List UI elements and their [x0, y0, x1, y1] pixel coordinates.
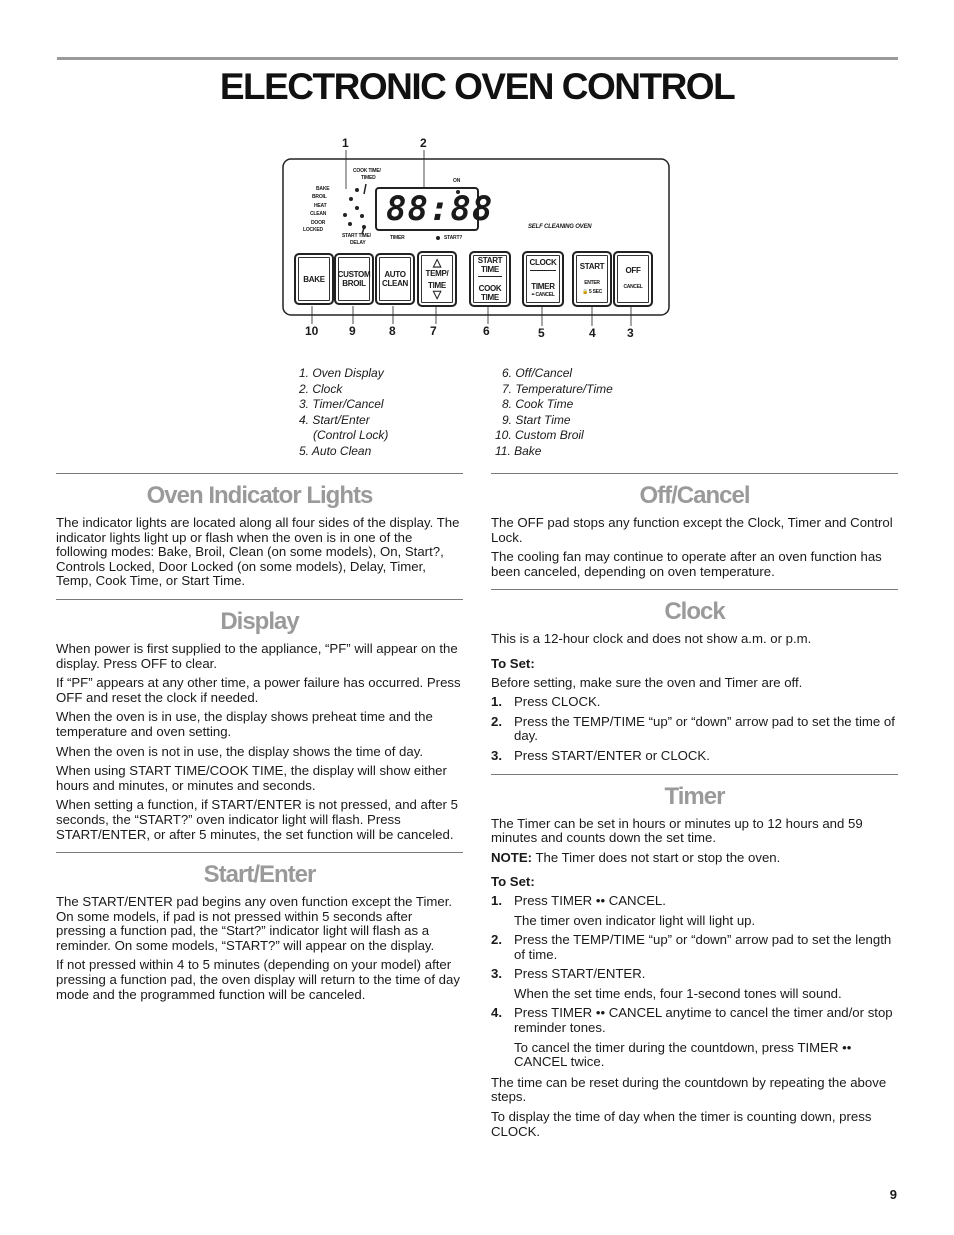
clock-before: Before setting, make sure the oven and Timer are off. [491, 674, 803, 690]
display-text: When the oven is in use, the display shows preheat time and the temperature and oven setting. [56, 709, 433, 739]
section-rule [491, 589, 898, 590]
legend-item: 8. Cook Time [502, 397, 574, 411]
step-number: 4. [491, 1005, 502, 1021]
start-time-label-2: TIME [481, 265, 499, 275]
step-text: Press START/ENTER or CLOCK. [514, 747, 710, 763]
clock-timer-pad[interactable] [522, 251, 564, 307]
step-text: Press CLOCK. [514, 694, 601, 710]
step-text: Press TIMER •• CANCEL anytime to cancel the timer and/or stop reminder tones. [514, 1005, 893, 1036]
list-item [491, 967, 898, 1001]
legend-item: 6. Off/Cancel [502, 366, 573, 380]
custom-broil-pad[interactable] [334, 253, 374, 305]
legend-item: 3. Timer/Cancel [299, 397, 384, 411]
step-subtext: The timer oven indicator light will light up. [514, 912, 756, 928]
legend-item: 9. Start Time [502, 412, 571, 427]
callout-5: 5 [538, 326, 545, 340]
up-arrow-icon[interactable]: △ [432, 256, 442, 269]
legend-item: 1. Oven Display [299, 366, 384, 380]
list-item [491, 933, 898, 962]
left-column [56, 473, 463, 1007]
display-heading: Display [220, 607, 299, 635]
indicator-bake: BAKE [316, 186, 330, 192]
page-number: 9 [889, 1187, 897, 1202]
callout-10: 10 [305, 324, 319, 338]
bake-pad-label: BAKE [303, 274, 325, 284]
legend-item: 10. Custom Broil [495, 428, 584, 442]
page-title: ELECTRONIC OVEN CONTROL [219, 66, 735, 107]
off-cancel-text: The cooling fan may continue to operate after an oven function has been canceled, depending on oven temperature. [491, 549, 882, 579]
down-arrow-icon[interactable]: ▽ [432, 288, 442, 301]
oven-indicator-text: The indicator lights are located along all four sides of the display. The indicator lights light up or flash when the oven is in one of the following modes: Bake, Broil, Clean (on some models), On, Start?, Controls Locked, Door Locked (on some models), Delay, Timer, Temp, Cook Time, or Start Time. [56, 515, 460, 589]
step-text: Press START/ENTER. [514, 966, 646, 982]
section-rule [56, 852, 463, 853]
control-panel-diagram [280, 136, 680, 346]
indicator-timed: TIMED [361, 175, 376, 181]
list-item [491, 695, 898, 710]
clock-heading: Clock [664, 598, 725, 626]
indicator-heat: HEAT [314, 203, 327, 209]
off-label: OFF [625, 266, 641, 275]
section-rule [56, 599, 463, 600]
timer-label: TIMER [531, 281, 555, 291]
step-number: 3. [491, 747, 502, 763]
temp-time-label-1: TEMP/ [425, 268, 449, 278]
legend-right [495, 366, 613, 459]
legend-item: 2. Clock [299, 381, 343, 396]
start-label: START [579, 261, 605, 271]
timer-cancel-label: •• CANCEL [531, 291, 555, 298]
step-number: 1. [491, 892, 502, 908]
timer-to-set: To Set: [491, 874, 535, 890]
oven-indicator-heading: Oven Indicator Lights [146, 482, 373, 509]
start-enter-heading: Start/Enter [203, 861, 316, 889]
list-item [491, 715, 898, 744]
self-cleaning-label: SELF CLEANING OVEN [528, 224, 592, 230]
display-text: When power is first supplied to the appliance, “PF” will appear on the display. Press OFF to clear. [56, 640, 458, 671]
legend-item: (Control Lock) [313, 428, 389, 442]
right-column [491, 473, 898, 1144]
step-text: Press the TEMP/TIME “up” or “down” arrow pad to set the time of day. [514, 713, 895, 744]
step-number: 2. [491, 932, 502, 948]
callout-8: 8 [389, 324, 396, 338]
list-item [491, 894, 898, 928]
clock-pad[interactable]: CLOCK [530, 258, 557, 271]
start-enter-text: The START/ENTER pad begins any oven function except the Timer. On some models, if pad is not pressed within 5 seconds after pressing a function pad, the “Start?” indicator light will flash as a reminder. On some models, “START?” will appear on the display. [56, 894, 453, 953]
top-rule [57, 57, 898, 60]
step-number: 1. [491, 694, 502, 710]
display-text: When setting a function, if START/ENTER is not pressed, and after 5 seconds, the “START?” oven indicator light will flash. Press START/ENTER, or after 5 minutes, the set function will be canceled. [56, 797, 458, 842]
bake-pad[interactable] [294, 253, 334, 305]
note-label: NOTE: [491, 849, 533, 865]
start-enter-text: If not pressed within 4 to 5 minutes (depending on your model) after pressing a function pad, the oven display will return to the time of day mode and the programmed function will be canceled. [56, 957, 460, 1002]
display-text: When using START TIME/COOK TIME, the display will show either hours and minutes, or minutes and seconds. [56, 763, 447, 793]
note-text: The Timer does not start or stop the oven. [532, 849, 781, 865]
diagram-lines [280, 136, 680, 346]
timer-steps [491, 894, 898, 1070]
display-text: When the oven is not in use, the display shows the time of day. [56, 743, 424, 759]
display-text: If “PF” appears at any other time, a power failure has occurred. Press OFF and reset the clock if needed. [56, 675, 461, 705]
off-cancel-text: The OFF pad stops any function except the Clock, Timer and Control Lock. [491, 515, 893, 545]
custom-broil-label-2: BROIL [342, 279, 366, 288]
section-rule [56, 473, 463, 474]
step-text: Press the TEMP/TIME “up” or “down” arrow pad to set the length of time. [514, 932, 892, 962]
indicator-clean: CLEAN [310, 211, 327, 217]
start-time-label-1: START [477, 256, 503, 266]
callout-1: 1 [342, 136, 349, 150]
clock-to-set: To Set: [491, 655, 535, 671]
indicator-timer: TIMER [390, 235, 405, 241]
start-time-cook-time-pad[interactable] [469, 251, 511, 307]
callout-7: 7 [430, 324, 437, 338]
indicator-door: DOOR [311, 220, 326, 226]
list-item [491, 749, 898, 764]
timer-pad[interactable] [531, 282, 554, 300]
auto-clean-pad[interactable] [375, 253, 415, 305]
step-number: 2. [491, 713, 502, 729]
cook-time-label-1: COOK [478, 283, 502, 293]
step-subtext: To cancel the timer during the countdown, press TIMER •• CANCEL twice. [514, 1039, 852, 1070]
temp-time-pad[interactable] [417, 251, 457, 307]
legend-item: 11. Bake [495, 443, 542, 458]
start-time-pad[interactable] [478, 256, 503, 277]
callout-9: 9 [349, 324, 356, 338]
indicator-on: ON [453, 178, 461, 184]
indicator-broil: BROIL [312, 194, 327, 200]
clock-intro: This is a 12-hour clock and does not show a.m. or p.m. [491, 631, 812, 647]
indicator-start-time: START TIME/ [342, 233, 371, 239]
cook-time-label-2: TIME [481, 292, 499, 302]
callout-3: 3 [627, 326, 634, 340]
lock-sec-label: 5 SEC [589, 288, 602, 295]
timer-outro: The time can be reset during the countdown by repeating the above steps. [491, 1074, 887, 1105]
callout-6: 6 [483, 324, 490, 338]
cook-time-pad[interactable] [479, 284, 502, 302]
indicator-start-q: START? [444, 235, 463, 241]
timer-heading: Timer [664, 782, 725, 810]
step-text: Press TIMER •• CANCEL. [514, 892, 666, 908]
section-rule [491, 473, 898, 474]
legend-item: 7. Temperature/Time [502, 381, 613, 396]
step-number: 3. [491, 966, 502, 982]
legend-item: 4. Start/Enter [299, 412, 370, 427]
custom-broil-label-1: CUSTOM [337, 270, 371, 279]
section-rule [491, 774, 898, 775]
indicator-cook-time: COOK TIME/ [353, 168, 381, 174]
auto-clean-label-1: AUTO [384, 270, 406, 279]
clock-steps [491, 695, 898, 763]
indicator-delay: DELAY [350, 240, 366, 246]
legend-item: 5. Auto Clean [299, 443, 372, 458]
enter-label: ENTER [584, 279, 600, 286]
off-cancel-pad[interactable] [613, 251, 653, 307]
list-item [491, 1006, 898, 1069]
timer-outro: To display the time of day when the timer is counting down, press CLOCK. [491, 1109, 872, 1139]
oven-display-digits: 88:88 [386, 189, 494, 229]
lock-icon: 🔒 [582, 288, 588, 295]
auto-clean-label-2: CLEAN [381, 279, 409, 288]
cancel-label: CANCEL [623, 284, 643, 290]
step-subtext: When the set time ends, four 1-second tones will sound. [514, 985, 842, 1001]
temp-time-label-2: TIME [428, 280, 446, 290]
timer-note [491, 851, 898, 866]
off-cancel-heading: Off/Cancel [639, 482, 750, 509]
legend-left [299, 366, 388, 459]
lock-row [582, 288, 602, 297]
timer-intro: The Timer can be set in hours or minutes up to 12 hours and 59 minutes and counts down the set time. [491, 815, 863, 846]
callout-2: 2 [420, 136, 427, 150]
callout-4: 4 [589, 326, 596, 340]
indicator-locked: LOCKED [303, 227, 323, 233]
start-enter-pad[interactable] [572, 251, 612, 307]
